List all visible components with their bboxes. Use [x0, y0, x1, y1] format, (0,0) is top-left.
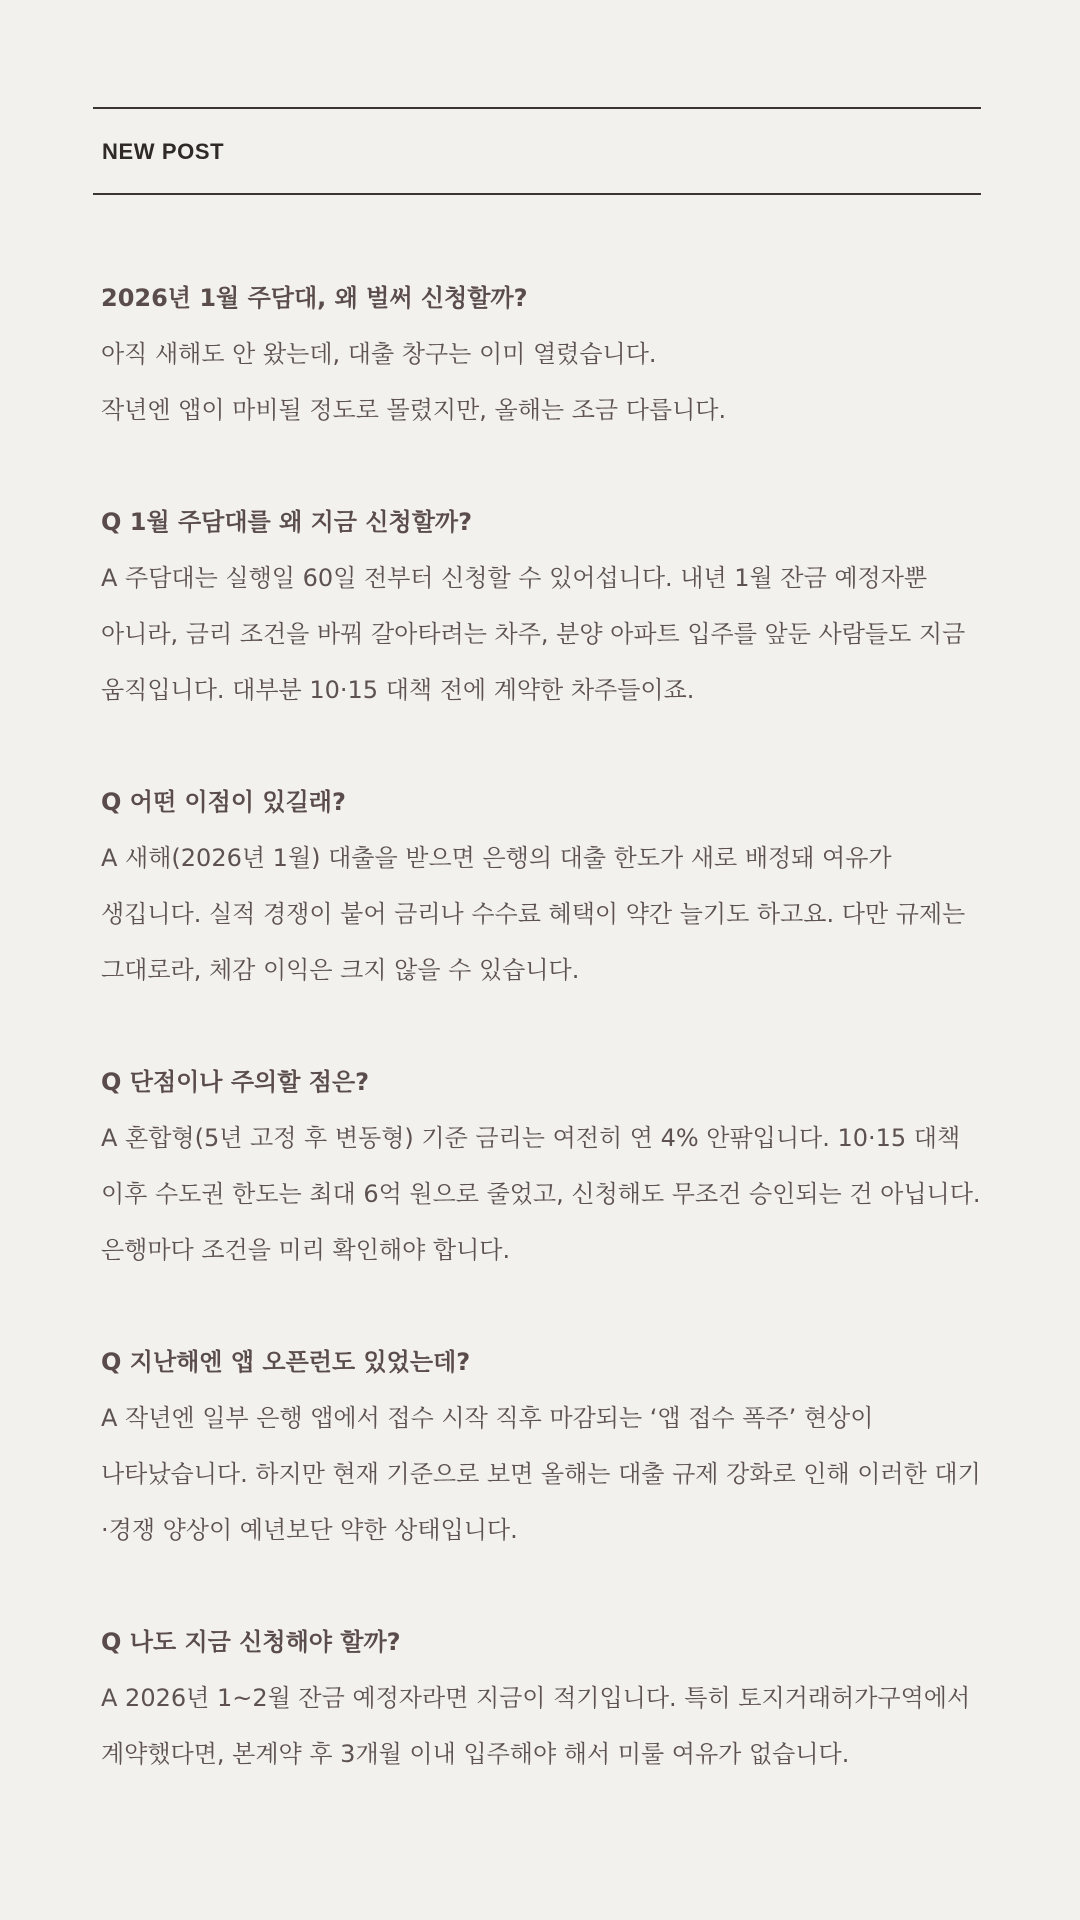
answer: A 2026년 1~2월 잔금 예정자라면 지금이 적기입니다. 특히 토지거래허가구역에서 계약했다면, 본계약 후 3개월 이내 입주해야 해서 미룰 여유가 없습니다. — [101, 1684, 971, 1768]
intro-line: 아직 새해도 안 왔는데, 대출 창구는 이미 열렸습니다. — [101, 340, 657, 368]
answer: A 혼합형(5년 고정 후 변동형) 기준 금리는 여전히 연 4% 안팎입니다. 10·15 대책 이후 수도권 한도는 최대 6억 원으로 줄었고, 신청해도 무조건 승인되는 건 아닙니다. 은행마다 조건을 미리 확인해야 합니다. — [101, 1124, 981, 1264]
question: Q 지난해엔 앱 오픈런도 있었는데? — [101, 1348, 471, 1376]
question: Q 나도 지금 신청해야 할까? — [101, 1628, 401, 1656]
answer: A 주담대는 실행일 60일 전부터 신청할 수 있어섭니다. 내년 1월 잔금 예정자뿐 아니라, 금리 조건을 바꿔 갈아타려는 차주, 분양 아파트 입주를 앞둔 사람들도 지금 움직입니다. 대부분 10·15 대책 전에 계약한 차주들이죠. — [101, 564, 966, 704]
qa-item — [101, 1334, 981, 1558]
post-header — [93, 107, 981, 195]
new-post-label: NEW POST — [102, 139, 225, 164]
intro-line: 작년엔 앱이 마비될 정도로 몰렸지만, 올해는 조금 다릅니다. — [101, 396, 727, 424]
post-content — [101, 270, 981, 1782]
question: Q 단점이나 주의할 점은? — [101, 1068, 370, 1096]
qa-item — [101, 1054, 981, 1278]
qa-item — [101, 774, 981, 998]
answer: A 작년엔 일부 은행 앱에서 접수 시작 직후 마감되는 ‘앱 접수 폭주’ 현상이 나타났습니다. 하지만 현재 기준으로 보면 올해는 대출 규제 강화로 인해 이러한 대기·경쟁 양상이 예년보단 약한 상태입니다. — [101, 1404, 981, 1544]
question: Q 어떤 이점이 있길래? — [101, 788, 346, 816]
post-title: 2026년 1월 주담대, 왜 벌써 신청할까? — [101, 284, 528, 312]
question: Q 1월 주담대를 왜 지금 신청할까? — [101, 508, 473, 536]
answer: A 새해(2026년 1월) 대출을 받으면 은행의 대출 한도가 새로 배정돼 여유가 생깁니다. 실적 경쟁이 붙어 금리나 수수료 혜택이 약간 늘기도 하고요. 다만 규제는 그대로라, 체감 이익은 크지 않을 수 있습니다. — [101, 844, 966, 984]
qa-item — [101, 494, 981, 718]
qa-item — [101, 1614, 981, 1782]
